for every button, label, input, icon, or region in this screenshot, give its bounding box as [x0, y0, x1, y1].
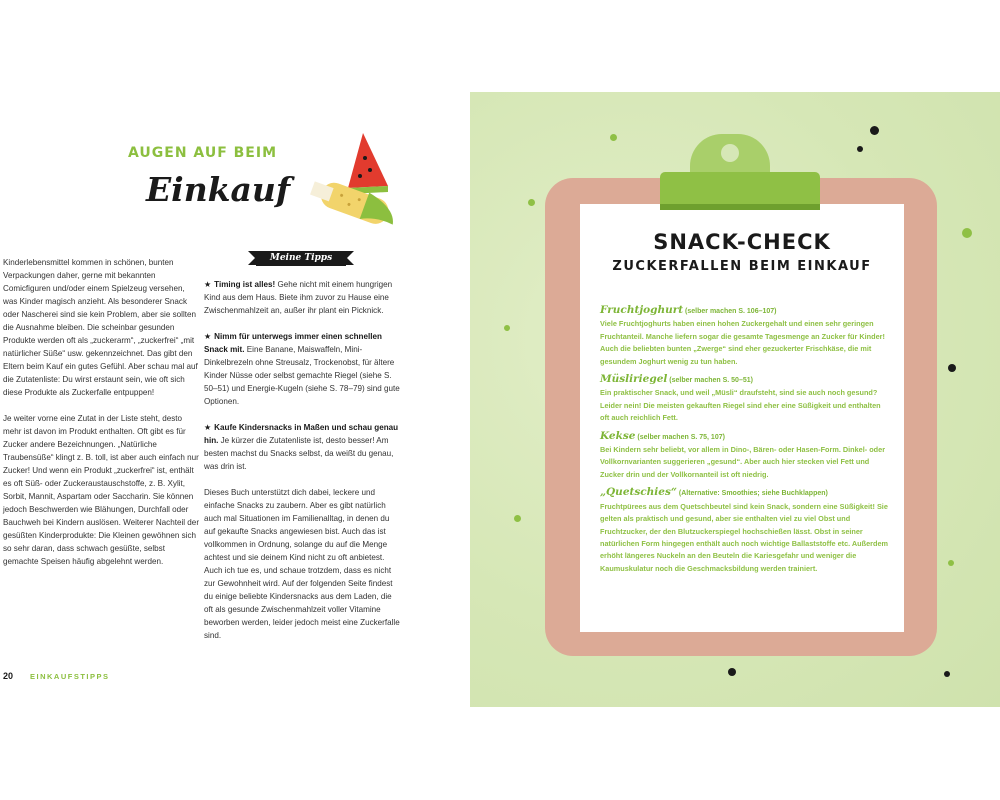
closing-paragraph: Dieses Buch unterstützt dich dabei, leckere und einfache Snacks zu zaubern. Aber es gibt natürlich auch mal Situationen im Familienalltag, in denen du auf gekaufte Snacks angewiesen bist. Auch das ist vollkommen in Ordnung, solange du auf die Menge achtest und sie deinem Kind nicht zu oft anbietest. Auch ich tue es, und schaue trotzdem, dass es nicht zur Gewohnheit wird. Auf der folgenden Seite findest du einige beliebte Kindersnacks aus dem Laden, die oft als gesunde Zwischenmahlzeit voller Vitamine beworben werden, leider jedoch meist eine Zuckerfalle sind.	[204, 488, 400, 640]
tip-bold: Timing ist alles!	[214, 280, 276, 289]
snack-entries	[600, 304, 890, 580]
entry-note: (selber machen S. 106–107)	[683, 308, 777, 315]
section-label: EINKAUFSTIPPS	[30, 672, 110, 681]
star-icon: ★	[204, 423, 212, 432]
entry-note: (selber machen S. 75, 107)	[635, 433, 725, 441]
tip-item	[204, 421, 400, 473]
star-icon: ★	[204, 280, 212, 289]
page-number: 20	[3, 671, 14, 681]
entry-heading: Kekse	[600, 429, 636, 442]
entry-text: Bei Kindern sehr beliebt, vor allem in Dino-, Bären- oder Hasen-Form. Dinkel- oder Vollkornvarianten suggerieren „gesund“. Aber auch hier stecken viel Fett und Zucker drin und der Vollkornanteil ist oft niedrig.	[600, 445, 886, 479]
tips-banner: Meine Tipps	[256, 251, 346, 266]
snack-entry	[600, 304, 890, 368]
snack-entry	[600, 430, 890, 482]
tip-item	[204, 330, 400, 408]
tip-text: Gehe nicht mit einem hungrigen Kind aus dem Haus. Biete ihm zuvor zu Hause eine Zwischenmahlzeit an, außer ihr plant ein Picknick.	[204, 280, 393, 315]
entry-note: (Alternative: Smoothies; siehe Buchklappen)	[676, 490, 828, 498]
entry-note: (selber machen S. 50–51)	[667, 377, 753, 385]
left-page	[0, 0, 470, 800]
intro-column	[3, 256, 199, 581]
entry-text: Viele Fruchtjoghurts haben einen hohen Zuckergehalt und einen sehr geringen Fruchtanteil. Manche liefern sogar die gesamte Tagesmenge an Zucker für Kinder! Auch die beliebten bunten „Zwerge“ sind eher gezuckerter Frischkäse, die mit gesundem Joghurt wenig zu tun haben.	[600, 319, 885, 366]
snack-entry	[600, 373, 890, 425]
star-icon: ★	[204, 332, 212, 341]
tips-column	[204, 278, 400, 655]
intro-paragraph: Kinderlebensmittel kommen in schönen, bunten Verpackungen daher, gerne mit bekannten Comicfiguren und/oder einem Spielzeug versehen, was Kinder magisch anzieht. Als besonderer Snack oder Nascherei sind sie kein Problem, aber sie sollten die Ausnahme bleiben. Die scheinbar gesunden Produkte werden oft als „zuckerarm“, „zuckerfrei“ „mit natürlicher Süße“ usw. gekennzeichnet. Das gibt den Eltern beim Kauf ein gutes Gefühl. Aber schau mal auf die Zutatenliste: Du wirst erstaunt sein, wie oft sich diese Produkte als Zuckerfalle entpuppen!	[3, 258, 198, 397]
entry-heading: Fruchtjoghurt	[600, 304, 684, 316]
snack-check-title: SNACK-CHECK	[653, 230, 831, 254]
tip-text: Eine Banane, Maiswaffeln, Mini-Dinkelbrezeln ohne Streusalz, Trockenobst, für ältere Kinder Nüsse oder selbst gemachte Riegel (siehe S. 50–51) und Energie-Kugeln (siehe S. 78–79) sind gute Optionen.	[204, 345, 400, 406]
tip-bold: Kaufe Kindersnacks in Maßen und schau genau hin.	[204, 423, 399, 445]
snack-check-subtitle: ZUCKERFALLEN BEIM EINKAUF	[612, 259, 872, 274]
tip-item	[204, 278, 400, 317]
entry-text: Ein praktischer Snack, und weil „Müsli“ draufsteht, sind sie auch noch gesund? Leider nein! Die meisten gekauften Riegel sind eher eine Süßigkeit und enthalten oft auch reichlich Fett.	[600, 388, 881, 423]
watermelon-corn-illustration	[308, 128, 408, 233]
entry-text: Fruchtpürees aus dem Quetschbeutel sind kein Snack, sondern eine Süßigkeit! Sie gelten als praktisch und gesund, aber sie enthalten viel zu viel Obst und Fruchtzucker, der den Blutzuckerspiegel hochschießen lässt. Obst in seiner natürlichen Form hingegen enthält auch noch wichtige Ballaststoffe etc. Außerdem erhöht längeres Nuckeln an den Beuteln die Kariesgefahr und weniger die Kaumuskulatur noch die Geschmacksbildung werden trainiert.	[600, 501, 888, 573]
snack-entry	[600, 486, 890, 575]
clipboard-area	[470, 92, 1000, 707]
page-title: Einkauf	[146, 170, 291, 209]
tip-text: Je kürzer die Zutatenliste ist, desto besser! Am besten machst du Snacks selbst, da weißt du genau, was drin ist.	[204, 436, 394, 471]
entry-heading: „Quetschies“	[600, 486, 677, 499]
clip-shade	[660, 204, 820, 210]
intro-paragraph: Je weiter vorne eine Zutat in der Liste steht, desto mehr ist davon im Produkt enthalten. Oft gibt es für Zucker andere Bezeichnungen. „Natürliche Traubensüße“ klingt z. B. toll, ist aber auch einfach nur Zucker! Und wenn ein Produkt „zuckerfrei“ ist, enthält es oft Süß- oder Zuckeraustauschstoffe, z. B. Xylit, Sorbit, Mannit, Aspartam oder Saccharin. Sie können jedoch Beschwerden wie Blähungen, Durchfall oder Bauchweh bei Kindern auslösen. Weiterer Nachteil der gesüßten Kinderprodukte: Die Kleinen gewöhnen sich so sehr daran, dass schwach gesüßte, selbst gemachte Speisen häufig abgelehnt werden.	[3, 414, 200, 566]
clip-hole	[721, 144, 739, 162]
tip-bold: Nimm für unterwegs immer einen schnellen Snack mit.	[204, 332, 382, 354]
page-kicker: AUGEN AUF BEIM	[128, 145, 278, 161]
entry-heading: Müsliriegel	[600, 373, 668, 386]
